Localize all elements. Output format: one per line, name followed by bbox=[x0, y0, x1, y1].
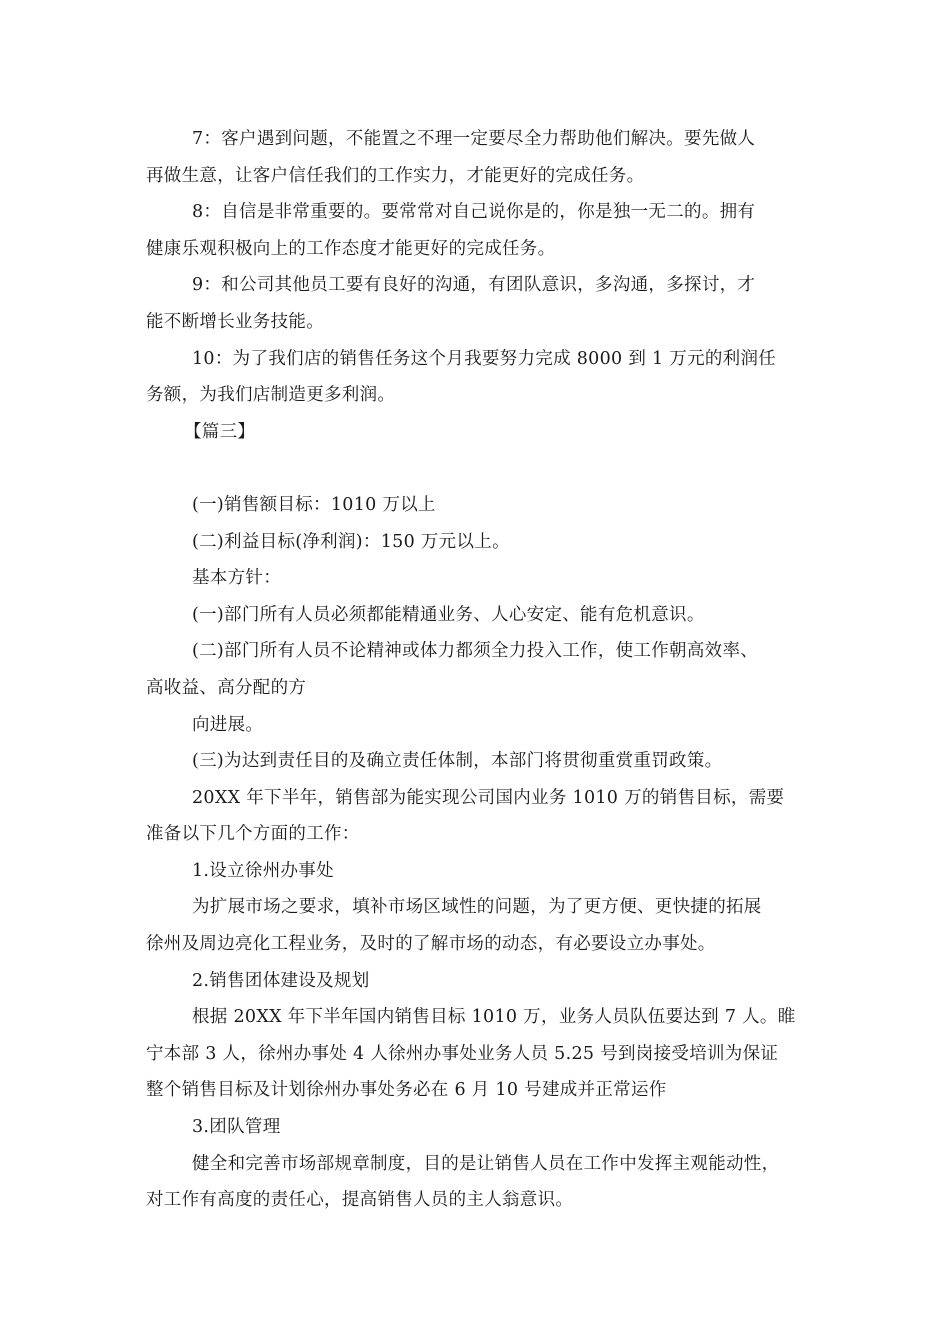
paragraph-line: 健康乐观积极向上的工作态度才能更好的完成任务。 bbox=[146, 238, 556, 259]
subheading-line: 2.销售团体建设及规划 bbox=[192, 970, 370, 991]
document-body bbox=[146, 121, 810, 1219]
paragraph-line: 高收益、高分配的方 bbox=[146, 677, 307, 698]
paragraph-line: (二)部门所有人员不论精神或体力都须全力投入工作，使工作朝高效率、 bbox=[192, 641, 759, 662]
paragraph-line: 再做生意，让客户信任我们的工作实力，才能更好的完成任务。 bbox=[146, 165, 645, 186]
paragraph-line: 根据 20XX 年下半年国内销售目标 1010 万，业务人员队伍要达到 7 人。睢 bbox=[192, 1007, 796, 1028]
paragraph-line: (二)利益目标(净利润)：150 万元以上。 bbox=[192, 531, 510, 552]
paragraph-line: 基本方针： bbox=[192, 568, 281, 589]
blank-line bbox=[146, 450, 810, 487]
paragraph-line: 对工作有高度的责任心，提高销售人员的主人翁意识。 bbox=[146, 1190, 574, 1211]
paragraph-line: 宁本部 3 人，徐州办事处 4 人徐州办事处业务人员 5.25 号到岗接受培训为保证 bbox=[146, 1043, 779, 1064]
paragraph-line: 为扩展市场之要求，填补市场区域性的问题，为了更方便、更快捷的拓展 bbox=[192, 897, 762, 918]
paragraph-line: 9：和公司其他员工要有良好的沟通，有团队意识，多沟通，多探讨，才 bbox=[192, 275, 756, 296]
paragraph-line: 7：客户遇到问题，不能置之不理一定要尽全力帮助他们解决。要先做人 bbox=[192, 129, 756, 149]
paragraph-line: 能不断增长业务技能。 bbox=[146, 311, 324, 332]
paragraph-line: 徐州及周边亮化工程业务，及时的了解市场的动态，有必要设立办事处。 bbox=[146, 934, 716, 955]
paragraph-line: 20XX 年下半年，销售部为能实现公司国内业务 1010 万的销售目标，需要 bbox=[192, 787, 785, 808]
paragraph-line: 10：为了我们店的销售任务这个月我要努力完成 8000 到 1 万元的利润任 bbox=[192, 348, 777, 369]
paragraph-line: 8：自信是非常重要的。要常常对自己说你是的，你是独一无二的。拥有 bbox=[192, 202, 756, 223]
paragraph-line: 健全和完善市场部规章制度，目的是让销售人员在工作中发挥主观能动性， bbox=[192, 1153, 780, 1174]
paragraph-line: 整个销售目标及计划徐州办事处务必在 6 月 10 号建成并正常运作 bbox=[146, 1080, 667, 1101]
paragraph-line: (三)为达到责任目的及确立责任体制，本部门将贯彻重赏重罚政策。 bbox=[192, 751, 723, 772]
paragraph-line: 务额，为我们店制造更多利润。 bbox=[146, 385, 396, 406]
paragraph-line: 准备以下几个方面的工作： bbox=[146, 824, 360, 845]
paragraph-line: 向进展。 bbox=[192, 714, 264, 735]
subheading-line: 3.团队管理 bbox=[192, 1117, 281, 1138]
subheading-line: 1.设立徐州办事处 bbox=[192, 860, 334, 881]
section-heading: 【篇三】 bbox=[184, 421, 256, 442]
paragraph-line: (一)部门所有人员必须都能精通业务、人心安定、能有危机意识。 bbox=[192, 604, 705, 625]
paragraph-line: (一)销售额目标：1010 万以上 bbox=[192, 494, 436, 515]
